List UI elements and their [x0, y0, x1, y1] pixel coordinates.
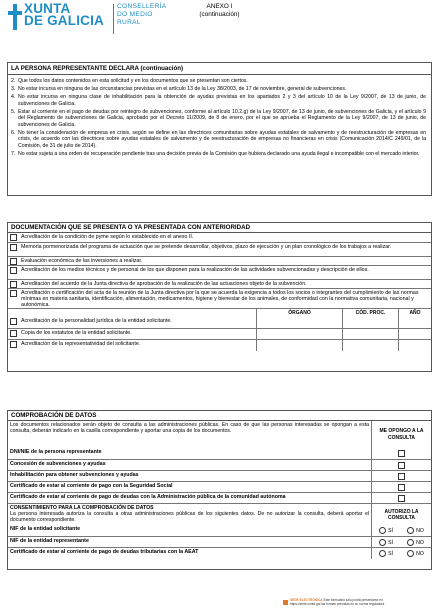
document-checkbox[interactable] [10, 258, 17, 265]
no-radio[interactable] [407, 539, 414, 546]
oppose-cell [371, 460, 431, 471]
declaration-item-number: 2. [11, 78, 16, 84]
col-ano: AÑO [398, 309, 431, 318]
declaration-item-number: 4. [11, 94, 16, 101]
yes-label: SÍ [388, 539, 393, 546]
yes-radio[interactable] [379, 550, 386, 557]
document-label: Acreditación o certificación del acta de la reunión de la Junta directiva por la que se acuerda la exigencia a todos los socios o integrantes del cumplimiento de las normas mínimas en materia sanitaria, identificación, alimentación, medicamentos, higiene y bienestar de los animales, de conformidad con la normativa comunitaria, nacional y autonómica. [21, 289, 419, 308]
organo-cell[interactable] [256, 329, 342, 340]
yes-label: SÍ [388, 527, 393, 534]
oppose-label: Concesión de subvenciones y ayudas [10, 460, 106, 467]
footer-url[interactable]: https://sede.xunta.gal [290, 602, 321, 606]
document-label: Copia de los estatutos de la entidad solicitante. [21, 329, 132, 336]
oppose-list [8, 448, 431, 503]
documentation-table [8, 317, 431, 350]
consent-label: NIF de la entidad representante [10, 537, 89, 544]
oppose-label: DNI/NIE de la persona representante [10, 448, 102, 455]
no-radio[interactable] [407, 550, 414, 557]
oppose-cell [371, 448, 431, 459]
ano-cell[interactable] [398, 329, 431, 340]
dept-line2: DO MEDIO [117, 11, 153, 18]
no-option[interactable] [407, 527, 424, 534]
brand-line2: DE GALICIA [24, 13, 105, 28]
declaration-item-number: 7. [11, 150, 16, 157]
document-table-row [8, 328, 431, 339]
oppose-label: Certificado de estar al corriente de pago de deudas con la Administración pública de la comunidad autónoma [10, 493, 286, 500]
col-organo: ÓRGANO [256, 309, 342, 318]
brand-line1: XUNTA [24, 1, 71, 16]
consent-intro-row [8, 503, 431, 525]
no-option[interactable] [407, 539, 424, 546]
yes-radio[interactable] [379, 539, 386, 546]
declaration-section [7, 62, 432, 196]
declaration-item-text: No estar incursa en ninguna de las circunstancias previstas en el artículo 13 de la Ley 38/2003, de 17 de noviembre, general de subvenciones. [18, 86, 347, 93]
oppose-checkbox[interactable] [398, 473, 405, 480]
sede-icon [283, 600, 288, 605]
consent-row [8, 536, 431, 547]
document-checkbox[interactable] [10, 290, 17, 297]
dept-line1: CONSELLERÍA [117, 3, 167, 10]
yes-label: SÍ [388, 550, 393, 557]
verification-section [7, 410, 432, 570]
oppose-row [8, 492, 431, 503]
documentation-title: DOCUMENTACIÓN QUE SE PRESENTA O YA PRESENTADA CON ANTERIORIDAD [11, 224, 251, 231]
document-row [8, 288, 431, 308]
yes-option[interactable] [379, 539, 393, 546]
cod-proc-cell[interactable] [342, 340, 398, 351]
document-row [8, 242, 431, 256]
organo-cell[interactable] [256, 317, 342, 328]
oppose-header: ME OPONGO A LA CONSULTA [371, 421, 431, 448]
declaration-list [8, 78, 431, 157]
document-checkbox[interactable] [10, 318, 17, 325]
declaration-title: LA PERSONA REPRESENTANTE DECLARA (continuación) [11, 65, 184, 72]
document-row [8, 265, 431, 279]
footer-line1: Este formulario sólo podrá presentarse en [323, 598, 383, 602]
annex-line1: ANEXO I [206, 3, 233, 10]
declaration-item [8, 130, 431, 150]
oppose-checkbox[interactable] [398, 450, 405, 457]
declaration-item-number: 5. [11, 108, 16, 115]
document-row [8, 256, 431, 265]
oppose-checkbox[interactable] [398, 462, 405, 469]
documentation-section [7, 222, 432, 372]
cod-proc-cell[interactable] [342, 317, 398, 328]
consent-label: Certificado de estar al corriente de pago de deudas tributarias con la AEAT [10, 548, 199, 555]
oppose-checkbox[interactable] [398, 495, 405, 502]
yes-radio[interactable] [379, 527, 386, 534]
ano-cell[interactable] [398, 317, 431, 328]
document-checkbox[interactable] [10, 267, 17, 274]
declaration-item-number: 6. [11, 129, 16, 136]
declaration-item-text: No tener la consideración de empresa en crisis, según se define en las directrices comunitarias sobre ayudas estatales de salvamento y de reestructuración de empresas en crisis, de acuerdo con las directrices sobre ayudas estatales de salvamento y de reestructuración de empresas no financieras en crisis (Comunicación 2014/C 249/01, de la Comisión, de 31 de julio de 2014). [18, 129, 426, 149]
document-label: Acreditación de la personalidad jurídica de la entidad solicitante. [21, 317, 172, 324]
oppose-cell [371, 471, 431, 482]
footer-line2: las formas previstas en su norma reguladora [321, 602, 385, 606]
oppose-label: Inhabilitación para obtener subvenciones y ayudas [10, 471, 139, 478]
oppose-row [8, 470, 431, 481]
verification-title: COMPROBACIÓN DE DATOS [11, 412, 97, 419]
verification-intro: Los documentos relacionados serán objeto de consulta a las administraciones públicas. En caso de que las personas interesadas se opongan a esta consulta, deberán indicarlo en la casilla correspondiente y aportar una copia de los documentos. [10, 421, 369, 434]
oppose-row [8, 459, 431, 470]
consent-options [371, 548, 431, 559]
documentation-table-header [8, 308, 431, 317]
document-checkbox[interactable] [10, 330, 17, 337]
dept-line3: RURAL [117, 19, 141, 26]
no-radio[interactable] [407, 527, 414, 534]
authorize-header: AUTORIZO LA CONSULTA [371, 504, 431, 526]
oppose-row [8, 481, 431, 492]
no-label: NO [416, 539, 424, 546]
no-option[interactable] [407, 550, 424, 557]
document-row [8, 233, 431, 242]
document-table-row [8, 317, 431, 328]
consent-block [8, 504, 371, 524]
footer-brand: SEDE ELECTRÓNICA [290, 598, 323, 602]
cod-proc-cell[interactable] [342, 329, 398, 340]
annex-line2: (continuación) [199, 11, 240, 18]
no-label: NO [416, 527, 424, 534]
document-label: Evaluación económica de las inversiones a realizar. [21, 257, 143, 264]
consent-title: CONSENTIMIENTO PARA LA COMPROBACIÓN DE DATOS [10, 504, 154, 511]
oppose-checkbox[interactable] [398, 484, 405, 491]
document-label: Memoria pormenorizada del programa de actuación que se pretende desarrollar, objetivos, plazo de ejecución y un plan cronológico de los trabajos a realizar. [21, 243, 392, 250]
no-label: NO [416, 550, 424, 557]
document-table-row [8, 339, 431, 350]
declaration-item [8, 94, 431, 107]
document-checkbox[interactable] [10, 244, 17, 251]
declaration-item-text: No estar sujeta a una orden de recuperación pendiente tras una decisión previa de la Comisión que hubiera declarado una ayuda ilegal e incompatible con el mercado interior. [18, 150, 420, 157]
declaration-item-number: 3. [11, 86, 16, 93]
document-checkbox[interactable] [10, 234, 17, 241]
declaration-item [8, 109, 431, 129]
verification-intro-row [8, 421, 431, 448]
consent-row [8, 547, 431, 558]
oppose-row [8, 448, 431, 459]
annex-title [0, 3, 439, 19]
organo-cell[interactable] [256, 340, 342, 351]
document-row [8, 279, 431, 288]
consent-list [8, 525, 431, 558]
declaration-item-text: No estar incursa en ninguna clase de inhabilitación para la obtención de ayudas previstas en los apartados 2 y 3 del artículo 10 de la Ley 9/2007, de 13 de junio, de subvenciones de Galicia. [18, 94, 426, 107]
consent-label: NIF de la entidad solicitante [10, 525, 81, 532]
yes-option[interactable] [379, 527, 393, 534]
consent-row [8, 525, 431, 536]
consent-options [371, 537, 431, 548]
declaration-item-text: Estar al corriente en el pago de deudas por reintegro de subvenciones, conforme al artículo 10.2.g) de la Ley 9/2007, de 13 de junio, de subvenciones de Galicia, y el artículo 9 del Reglamento de subvenciones de Galicia, aprobado por el Decreto 11/2009, de 8 de enero, por el que se aprueba el Reglamento de la Ley 9/2007, de 13 de junio, de subvenciones de Galicia. [18, 108, 426, 128]
oppose-cell [371, 493, 431, 504]
document-label: Acreditación de la representatividad del solicitante. [21, 340, 141, 347]
col-cod-proc: CÓD. PROC. [342, 309, 398, 318]
document-checkbox[interactable] [10, 341, 17, 348]
document-label: Acreditación del acuerdo de la Junta directiva de aprobación de la realización de las actuaciones objeto de la subvención. [21, 280, 307, 287]
declaration-item [8, 151, 431, 158]
document-label: Acreditación de la condición de pyme según lo establecido en el anexo II. [21, 233, 194, 240]
declaration-item-text: Que todos los datos contenidos en esta solicitud y en los documentos que se presentan son ciertos. [18, 78, 248, 84]
consent-intro: La persona interesada autoriza la consulta a otras administraciones públicas de los siguientes datos. De no autorizar la consulta, deberá aportar el documento correspondiente. [10, 510, 369, 523]
declaration-item [8, 86, 431, 93]
document-checkbox[interactable] [10, 281, 17, 288]
document-label: Acreditación de los medios técnicos y de personal de los que disponen para la realización de las actividades subvencionadas y descripción de ellos. [21, 266, 369, 273]
ano-cell[interactable] [398, 340, 431, 351]
yes-option[interactable] [379, 550, 393, 557]
consent-options [371, 525, 431, 536]
oppose-cell [371, 482, 431, 493]
documentation-list [8, 233, 431, 308]
footer-note [290, 598, 436, 606]
declaration-item [8, 78, 431, 85]
oppose-label: Certificado de estar al corriente de pago con la Seguridad Social [10, 482, 173, 489]
